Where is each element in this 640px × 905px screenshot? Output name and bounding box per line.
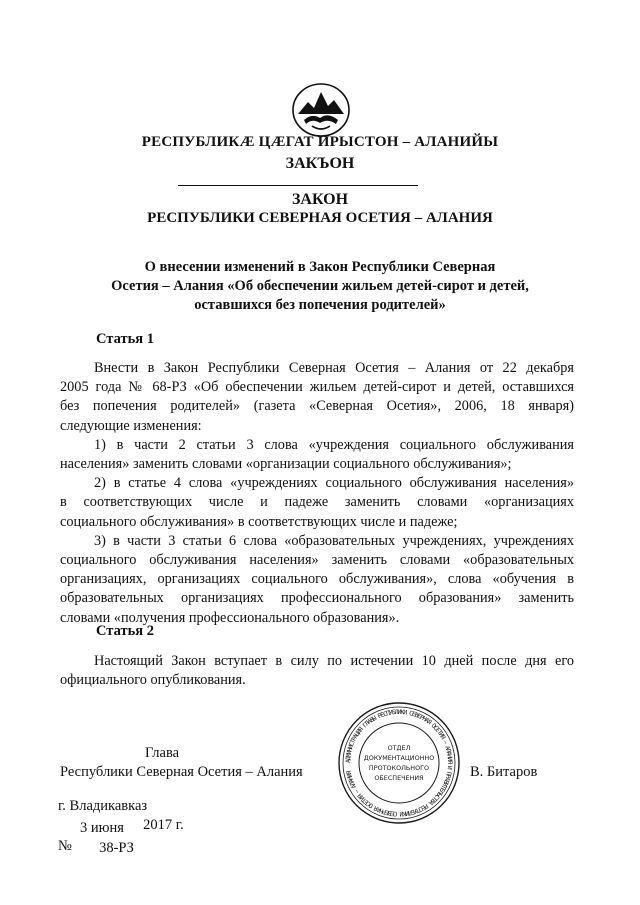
coat-of-arms-icon <box>290 80 352 138</box>
text-line: 2) в статье 4 слова «учреждениях социального обслуживания населения» <box>94 475 574 492</box>
text-line: 2005 года № 68-РЗ «Об обеспечении жильем детей-сирот и детей, оставшихся <box>60 379 574 396</box>
seal-line: ОБЕСПЕЧЕНИЯ <box>374 774 424 782</box>
article-2-heading: Статья 2 <box>96 623 154 639</box>
signing-date <box>80 817 184 837</box>
text-line: социального обслуживания» в соответствующих числе и падеже; <box>60 513 458 530</box>
seal-line: ОТДЕЛ <box>387 744 411 752</box>
text-line: без попечения родителей» (газета «Северная Осетия», 2006, 18 января) <box>60 398 574 415</box>
title-line: оставшихся без попечения родителей» <box>194 297 446 313</box>
text-line: 1) в части 2 статьи 3 слова «учреждения социального обслуживания <box>94 436 574 453</box>
text-line: официального опубликования. <box>60 672 246 689</box>
article-1-body <box>60 359 574 628</box>
text-line: социального обслуживания населения» заменить словами «образовательных <box>60 552 574 569</box>
official-seal-stamp <box>336 700 462 826</box>
header-russian-republic: РЕСПУБЛИКИ СЕВЕРНАЯ ОСЕТИЯ – АЛАНИЯ <box>147 210 493 226</box>
date-day: 3 июня <box>80 820 124 836</box>
header-ossetian-republic: РЕСПУБЛИКӔ ЦӔГАТ ИРЫСТОН – АЛАНИЙЫ <box>141 134 499 150</box>
svg-text:АДМИНИСТРАЦИЯ ГЛАВЫ РЕСПУБЛИКИ <box>345 709 453 817</box>
signatory-organization: Республики Северная Осетия – Алания <box>60 764 303 780</box>
text-line: организациях, организациях социального обслуживания», слова «обучения в <box>60 571 574 588</box>
text-line: в соответствующих числе и падеже заменить словами «организациях <box>60 494 574 511</box>
seal-ring-text: АДМИНИСТРАЦИЯ ГЛАВЫ РЕСПУБЛИКИ СЕВЕРНАЯ ОСЕТИЯ – АЛАНИЯ И ПРАВИТЕЛЬСТВА РЕСПУБЛИКИ СЕВЕРНАЯ ОСЕТИЯ – АЛАНИЯ <box>344 708 454 818</box>
date-year: 2017 г. <box>143 817 184 833</box>
signatory-post: Глава <box>145 745 180 761</box>
signing-city: г. Владикавказ <box>58 798 148 814</box>
header-russian-law: ЗАКОН <box>291 191 349 208</box>
article-2-body <box>60 652 574 690</box>
text-line: следующие изменения: <box>60 417 202 434</box>
text-line: образовательных организациях профессионального образования» заменить <box>60 590 574 607</box>
text-line: Внести в Закон Республики Северная Осетия – Алания от 22 декабря <box>94 360 574 376</box>
text-line: 3) в части 3 статьи 6 слова «образовательных учреждениях, учреждениях <box>94 532 574 549</box>
law-number-value: 38-РЗ <box>99 840 134 856</box>
law-number <box>58 838 134 855</box>
text-line: словами «получения профессионального образования». <box>60 609 400 626</box>
title-line: Осетия – Алания «Об обеспечении жильем детей-сирот и детей, <box>111 278 529 294</box>
signatory-name: В. Битаров <box>470 764 538 780</box>
header-ossetian-law: ЗАКЪОН <box>285 155 355 172</box>
law-number-label: № <box>58 838 72 854</box>
text-line: населения» заменить словами «организации социального обслуживания»; <box>60 456 512 473</box>
text-line: Настоящий Закон вступает в силу по истечении 10 дней после дня его <box>94 653 574 669</box>
title-line: О внесении изменений в Закон Республики Северная <box>144 259 496 275</box>
article-1-heading: Статья 1 <box>96 331 154 347</box>
document-title <box>110 258 530 315</box>
header-divider <box>178 185 418 186</box>
seal-line: ПРОТОКОЛЬНОГО <box>368 764 430 772</box>
seal-line: ДОКУМЕНТАЦИОННО <box>363 754 435 762</box>
